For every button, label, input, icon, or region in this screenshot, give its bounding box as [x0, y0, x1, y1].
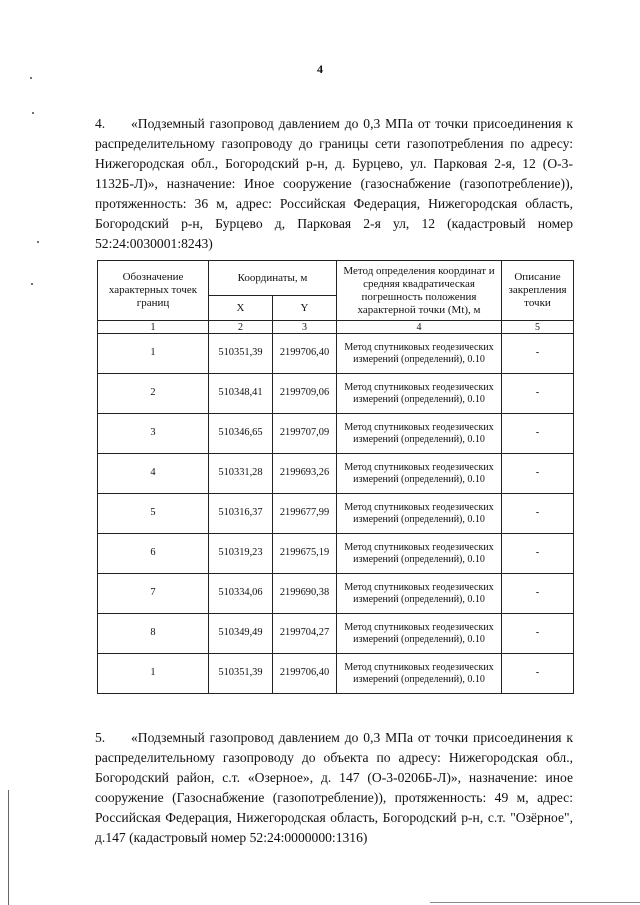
page-number: 4 [317, 62, 323, 76]
coord-x: 510331,28 [209, 454, 273, 494]
coord-y: 2199704,27 [273, 614, 337, 654]
description-cell: - [502, 654, 574, 694]
table-row [98, 574, 574, 614]
table-row [98, 534, 574, 574]
description-cell: - [502, 454, 574, 494]
point-number: 6 [98, 534, 209, 574]
header-x: X [209, 296, 273, 321]
coord-x: 510351,39 [209, 654, 273, 694]
column-number-row [98, 321, 574, 334]
scan-edge-line [430, 902, 640, 903]
description-cell: - [502, 334, 574, 374]
column-number: 3 [273, 321, 337, 334]
point-number: 1 [98, 654, 209, 694]
point-number: 3 [98, 414, 209, 454]
coord-y: 2199707,09 [273, 414, 337, 454]
description-cell: - [502, 614, 574, 654]
section-4-number: 4. [95, 116, 106, 131]
section-4-paragraph [95, 114, 573, 254]
section-5-number: 5. [95, 730, 106, 745]
point-number: 2 [98, 374, 209, 414]
description-cell: - [502, 374, 574, 414]
table-header-row [98, 261, 574, 296]
coord-x: 510319,23 [209, 534, 273, 574]
header-designation: Обозначение характерных точек границ [98, 261, 209, 321]
coord-x: 510316,37 [209, 494, 273, 534]
method-cell: Метод спутниковых геодезических измерений (определений), 0.10 [337, 454, 502, 494]
method-cell: Метод спутниковых геодезических измерений (определений), 0.10 [337, 334, 502, 374]
coordinates-table [97, 260, 574, 694]
column-number: 5 [502, 321, 574, 334]
table-row [98, 414, 574, 454]
description-cell: - [502, 414, 574, 454]
coord-x: 510348,41 [209, 374, 273, 414]
scan-speck [31, 283, 33, 285]
table-row [98, 334, 574, 374]
section-4-text: «Подземный газопровод давлением до 0,3 МПа от точки присоединения к распределительному газопроводу до границы сети газопотребления по адресу: Нижегородская обл., Богородский р-н, д. Бурцево, ул. Парковая 2-я, 12 (О-3-1132Б-Л)», назначение: Иное сооружение (газоснабжение (газопотребление)), протяженность: 36 м, адрес: Российская Федерация, Нижегородская область, Богородский р-н, Бурцево д, Парковая 2-я ул, 12 (кадастровый номер 52:24:0030001:8243) [95, 116, 573, 251]
coord-x: 510334,06 [209, 574, 273, 614]
header-coordinates: Координаты, м [209, 261, 337, 296]
point-number: 5 [98, 494, 209, 534]
description-cell: - [502, 494, 574, 534]
table-row [98, 454, 574, 494]
table-row [98, 614, 574, 654]
scan-speck [37, 241, 39, 243]
coord-y: 2199706,40 [273, 334, 337, 374]
method-cell: Метод спутниковых геодезических измерений (определений), 0.10 [337, 574, 502, 614]
header-y: Y [273, 296, 337, 321]
description-cell: - [502, 574, 574, 614]
table-row [98, 374, 574, 414]
coord-y: 2199690,38 [273, 574, 337, 614]
column-number: 1 [98, 321, 209, 334]
section-5-paragraph [95, 728, 573, 848]
method-cell: Метод спутниковых геодезических измерений (определений), 0.10 [337, 374, 502, 414]
point-number: 7 [98, 574, 209, 614]
coord-x: 510346,65 [209, 414, 273, 454]
point-number: 1 [98, 334, 209, 374]
method-cell: Метод спутниковых геодезических измерений (определений), 0.10 [337, 494, 502, 534]
column-number: 2 [209, 321, 273, 334]
coord-y: 2199693,26 [273, 454, 337, 494]
point-number: 4 [98, 454, 209, 494]
header-description: Описание закрепления точки [502, 261, 574, 321]
coord-y: 2199709,06 [273, 374, 337, 414]
scan-speck [32, 112, 34, 114]
column-number: 4 [337, 321, 502, 334]
method-cell: Метод спутниковых геодезических измерений (определений), 0.10 [337, 654, 502, 694]
table-row [98, 494, 574, 534]
method-cell: Метод спутниковых геодезических измерений (определений), 0.10 [337, 614, 502, 654]
coord-y: 2199677,99 [273, 494, 337, 534]
coord-y: 2199675,19 [273, 534, 337, 574]
method-cell: Метод спутниковых геодезических измерений (определений), 0.10 [337, 534, 502, 574]
description-cell: - [502, 534, 574, 574]
table-row [98, 654, 574, 694]
point-number: 8 [98, 614, 209, 654]
coord-x: 510349,49 [209, 614, 273, 654]
header-method: Метод определения координат и средняя квадратическая погрешность положения характерной точки (Mt), м [337, 261, 502, 321]
section-5-text: «Подземный газопровод давлением до 0,3 МПа от точки присоединения к распределительному газопроводу до объекта по адресу: Нижегородская обл., Богородский район, с.т. «Озерное», д. 147 (О-3-0206Б-Л)», назначение: иное сооружение (Газоснабжение (газопотребление)), протяженность: 49 м, адрес: Российская Федерация, Нижегородская область, Богородский р-н, с.т. "Озёрное", д.147 (кадастровый номер 52:24:0000000:1316) [95, 730, 573, 845]
coord-y: 2199706,40 [273, 654, 337, 694]
method-cell: Метод спутниковых геодезических измерений (определений), 0.10 [337, 414, 502, 454]
scan-edge-line [8, 790, 9, 905]
coord-x: 510351,39 [209, 334, 273, 374]
scan-speck [30, 77, 32, 79]
